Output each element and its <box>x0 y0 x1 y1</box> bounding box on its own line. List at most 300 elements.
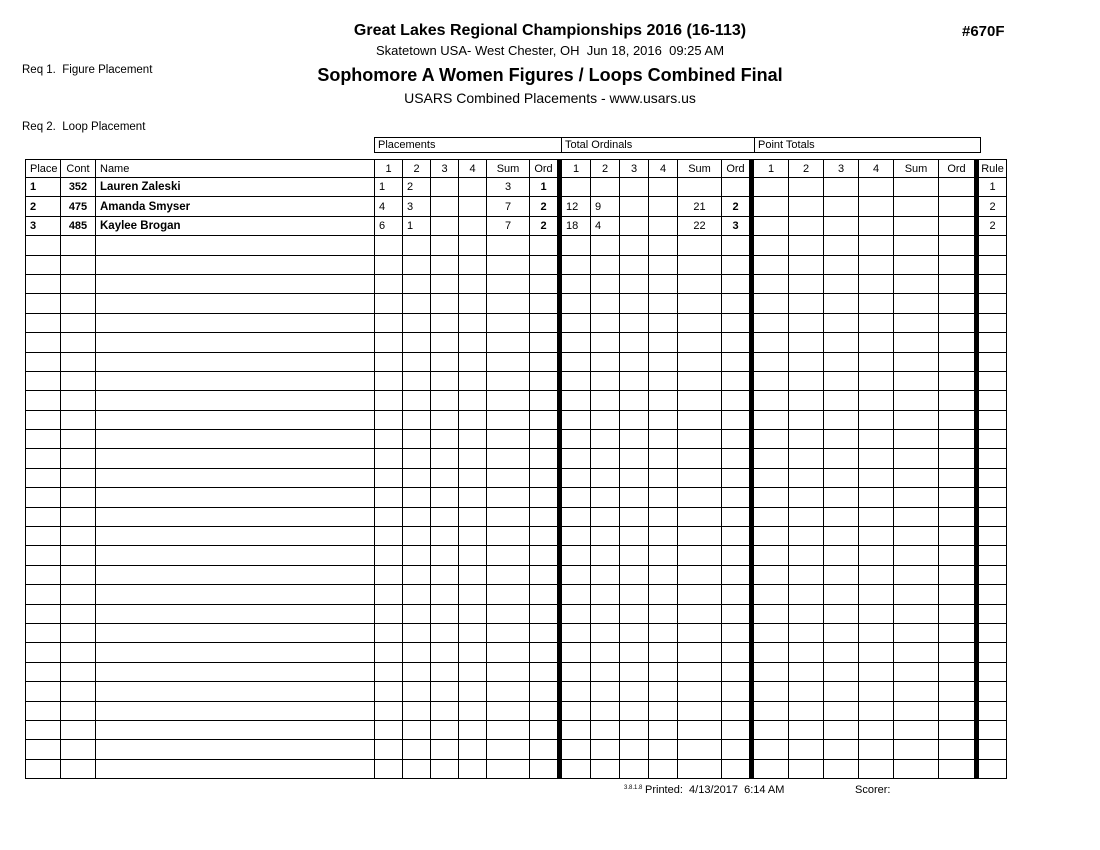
point-total-ord-cell <box>939 371 975 390</box>
point-total-judge-cell <box>754 623 789 642</box>
total-ordinal-judge-cell <box>649 585 678 604</box>
placement-judge-cell <box>459 623 487 642</box>
total-ordinal-ord-cell <box>722 236 750 255</box>
placement-judge-cell <box>459 546 487 565</box>
point-total-judge-cell <box>824 662 859 681</box>
rule-cell <box>979 720 1007 739</box>
place-cell <box>26 410 61 429</box>
skater-name-cell: Kaylee Brogan <box>96 216 375 235</box>
table-row <box>26 236 1007 255</box>
total-ordinal-judge-cell: 18 <box>562 216 591 235</box>
table-row <box>26 430 1007 449</box>
placement-judge-cell <box>459 701 487 720</box>
total-ordinal-judge-cell <box>591 643 620 662</box>
placement-ord-cell <box>530 740 558 759</box>
point-total-ord-cell <box>939 759 975 778</box>
total-ordinal-judge-cell <box>620 507 649 526</box>
point-total-judge-cell <box>754 294 789 313</box>
rule-cell <box>979 546 1007 565</box>
point-total-judge-cell <box>859 391 894 410</box>
total-ordinal-ord-cell <box>722 643 750 662</box>
placement-judge-cell <box>431 216 459 235</box>
point-total-ord-cell <box>939 236 975 255</box>
total-ordinal-judge-cell <box>591 527 620 546</box>
skater-name-cell <box>96 294 375 313</box>
placement-sum-cell: 3 <box>487 178 530 197</box>
total-ordinal-judge-cell <box>591 236 620 255</box>
placement-judge-cell <box>375 468 403 487</box>
skater-name-cell <box>96 759 375 778</box>
point-total-judge-cell <box>789 371 824 390</box>
point-total-judge-cell <box>824 197 859 216</box>
point-total-judge-cell <box>859 565 894 584</box>
place-cell <box>26 604 61 623</box>
point-total-judge-cell <box>789 294 824 313</box>
total-ordinal-ord-cell <box>722 585 750 604</box>
point-total-judge-cell <box>754 371 789 390</box>
contestant-number-cell <box>61 585 96 604</box>
total-ordinal-judge-cell <box>591 740 620 759</box>
table-row <box>26 313 1007 332</box>
skater-name-cell <box>96 507 375 526</box>
point-total-judge-cell <box>824 720 859 739</box>
total-ordinal-judge-cell <box>649 565 678 584</box>
point-total-judge-cell <box>754 255 789 274</box>
point-total-judge-cell <box>859 507 894 526</box>
point-total-sum-cell <box>894 371 939 390</box>
contestant-number-cell <box>61 488 96 507</box>
placement-judge-cell <box>431 585 459 604</box>
skater-name-cell <box>96 371 375 390</box>
point-total-judge-cell <box>754 333 789 352</box>
total-ordinal-judge-cell <box>562 662 591 681</box>
rule-cell <box>979 623 1007 642</box>
contestant-number-cell <box>61 623 96 642</box>
placement-judge-cell <box>403 236 431 255</box>
rule-cell <box>979 255 1007 274</box>
rule-cell <box>979 391 1007 410</box>
total-ordinal-ord-cell: 3 <box>722 216 750 235</box>
placement-judge-cell <box>431 720 459 739</box>
total-ordinal-sum-cell <box>678 585 722 604</box>
skater-name-cell <box>96 430 375 449</box>
skater-name-cell <box>96 488 375 507</box>
table-row <box>26 197 1007 216</box>
point-total-judge-cell <box>824 565 859 584</box>
placement-judge-cell <box>459 255 487 274</box>
point-total-judge-cell <box>824 604 859 623</box>
point-total-sum-cell <box>894 449 939 468</box>
table-row <box>26 682 1007 701</box>
skater-name-cell <box>96 313 375 332</box>
total-ordinal-judge-cell <box>649 720 678 739</box>
point-total-judge-cell <box>754 662 789 681</box>
placement-sum-cell <box>487 759 530 778</box>
placement-judge-cell <box>459 527 487 546</box>
place-cell <box>26 507 61 526</box>
placement-judge-cell <box>375 333 403 352</box>
place-cell: 1 <box>26 178 61 197</box>
point-total-sum-cell <box>894 682 939 701</box>
point-total-ord-cell <box>939 565 975 584</box>
total-ordinal-judge-cell <box>649 430 678 449</box>
placement-judge-cell <box>431 255 459 274</box>
table-row <box>26 585 1007 604</box>
total-ordinal-judge-cell <box>620 255 649 274</box>
placement-ord-cell <box>530 391 558 410</box>
total-ordinal-judge-cell <box>591 720 620 739</box>
total-ordinal-judge-cell <box>562 623 591 642</box>
rule-cell: 1 <box>979 178 1007 197</box>
total-ordinal-judge-cell <box>591 352 620 371</box>
point-total-sum-cell <box>894 662 939 681</box>
total-ordinal-sum-cell <box>678 391 722 410</box>
total-ordinal-ord-cell <box>722 430 750 449</box>
placement-judge-cell <box>459 274 487 293</box>
point-total-judge-cell <box>754 391 789 410</box>
contestant-number-cell: 352 <box>61 178 96 197</box>
placement-judge-cell <box>431 759 459 778</box>
total-ordinal-judge-cell <box>591 255 620 274</box>
point-total-ord-cell <box>939 488 975 507</box>
contestant-number-cell <box>61 352 96 371</box>
point-total-judge-cell <box>789 662 824 681</box>
place-cell <box>26 643 61 662</box>
point-total-ord-cell <box>939 701 975 720</box>
placement-judge-cell <box>431 604 459 623</box>
placement-judge-cell <box>375 546 403 565</box>
point-total-sum-cell <box>894 740 939 759</box>
total-ordinal-ord-cell <box>722 255 750 274</box>
point-total-ord-cell <box>939 294 975 313</box>
placement-ord-cell <box>530 720 558 739</box>
placement-judge-cell <box>375 410 403 429</box>
table-row <box>26 527 1007 546</box>
point-total-judge-cell <box>789 488 824 507</box>
total-ordinal-ord-cell <box>722 682 750 701</box>
point-total-judge-cell <box>754 197 789 216</box>
placement-judge-cell <box>375 449 403 468</box>
skater-name-cell <box>96 701 375 720</box>
table-row <box>26 662 1007 681</box>
placement-judge-cell <box>431 546 459 565</box>
point-total-judge-cell <box>824 449 859 468</box>
requirement-line-1: Req 1. Figure Placement <box>22 63 153 76</box>
contestant-number-cell <box>61 546 96 565</box>
placement-judge-cell <box>459 759 487 778</box>
placement-ord-cell: 1 <box>530 178 558 197</box>
placement-judge-cell <box>375 274 403 293</box>
total-ordinal-judge-cell <box>620 333 649 352</box>
column-header: Place <box>26 160 61 178</box>
placement-judge-cell <box>375 313 403 332</box>
point-total-sum-cell <box>894 701 939 720</box>
point-total-judge-cell <box>754 488 789 507</box>
table-row <box>26 352 1007 371</box>
skater-name-cell <box>96 565 375 584</box>
skater-name-cell <box>96 352 375 371</box>
total-ordinal-judge-cell <box>620 274 649 293</box>
total-ordinal-judge-cell <box>620 701 649 720</box>
point-total-ord-cell <box>939 197 975 216</box>
total-ordinal-judge-cell <box>562 720 591 739</box>
total-ordinal-judge-cell <box>620 371 649 390</box>
placement-ord-cell <box>530 274 558 293</box>
contestant-number-cell <box>61 662 96 681</box>
total-ordinal-judge-cell <box>562 546 591 565</box>
placement-judge-cell <box>375 585 403 604</box>
placement-judge-cell <box>375 255 403 274</box>
point-total-judge-cell <box>859 527 894 546</box>
column-header: Cont <box>61 160 96 178</box>
total-ordinal-judge-cell <box>591 178 620 197</box>
place-cell <box>26 313 61 332</box>
placement-judge-cell <box>375 759 403 778</box>
point-total-ord-cell <box>939 507 975 526</box>
place-cell <box>26 371 61 390</box>
total-ordinal-judge-cell <box>591 274 620 293</box>
place-cell <box>26 701 61 720</box>
championship-title: Great Lakes Regional Championships 2016 (16-113) <box>353 22 747 39</box>
total-ordinal-judge-cell <box>649 410 678 429</box>
placement-judge-cell <box>403 565 431 584</box>
point-total-judge-cell <box>789 449 824 468</box>
table-row <box>26 294 1007 313</box>
point-total-judge-cell <box>789 333 824 352</box>
point-total-judge-cell <box>754 604 789 623</box>
placement-sum-cell: 7 <box>487 197 530 216</box>
point-total-judge-cell <box>859 352 894 371</box>
placement-judge-cell: 1 <box>403 216 431 235</box>
placement-sum-cell <box>487 527 530 546</box>
column-header: Sum <box>487 160 530 178</box>
total-ordinal-judge-cell <box>649 274 678 293</box>
column-header: 2 <box>403 160 431 178</box>
total-ordinal-judge-cell: 4 <box>591 216 620 235</box>
rule-cell <box>979 430 1007 449</box>
placement-sum-cell <box>487 546 530 565</box>
point-total-judge-cell <box>824 740 859 759</box>
total-ordinal-judge-cell <box>562 585 591 604</box>
total-ordinal-judge-cell <box>620 488 649 507</box>
point-total-judge-cell <box>824 759 859 778</box>
point-total-judge-cell <box>859 255 894 274</box>
column-header: 1 <box>754 160 789 178</box>
placement-judge-cell <box>431 236 459 255</box>
rule-cell <box>979 294 1007 313</box>
point-total-judge-cell <box>859 488 894 507</box>
point-total-judge-cell <box>824 682 859 701</box>
point-total-judge-cell <box>789 236 824 255</box>
placement-judge-cell <box>403 488 431 507</box>
total-ordinal-judge-cell <box>562 507 591 526</box>
point-total-judge-cell <box>859 759 894 778</box>
point-total-judge-cell <box>859 371 894 390</box>
point-total-sum-cell <box>894 333 939 352</box>
point-total-judge-cell <box>824 507 859 526</box>
placement-sum-cell <box>487 604 530 623</box>
table-row <box>26 720 1007 739</box>
placement-sum-cell <box>487 643 530 662</box>
placement-ord-cell <box>530 468 558 487</box>
placement-judge-cell <box>459 430 487 449</box>
point-total-sum-cell <box>894 720 939 739</box>
point-total-sum-cell <box>894 236 939 255</box>
total-ordinal-judge-cell <box>649 178 678 197</box>
point-total-judge-cell <box>824 546 859 565</box>
placement-judge-cell <box>459 565 487 584</box>
point-total-judge-cell <box>859 740 894 759</box>
point-total-judge-cell <box>824 391 859 410</box>
placement-ord-cell <box>530 662 558 681</box>
column-header: Ord <box>722 160 750 178</box>
point-total-ord-cell <box>939 468 975 487</box>
contestant-number-cell <box>61 701 96 720</box>
placement-judge-cell <box>403 740 431 759</box>
point-total-judge-cell <box>824 468 859 487</box>
total-ordinal-judge-cell <box>562 178 591 197</box>
total-ordinal-judge-cell <box>620 720 649 739</box>
total-ordinal-judge-cell <box>620 410 649 429</box>
placement-ord-cell <box>530 565 558 584</box>
placement-judge-cell <box>459 488 487 507</box>
total-ordinal-sum-cell <box>678 759 722 778</box>
point-total-judge-cell <box>824 430 859 449</box>
total-ordinal-sum-cell <box>678 682 722 701</box>
total-ordinal-judge-cell <box>562 759 591 778</box>
point-total-judge-cell <box>789 313 824 332</box>
point-total-judge-cell <box>789 643 824 662</box>
point-total-judge-cell <box>754 178 789 197</box>
total-ordinal-judge-cell <box>649 468 678 487</box>
requirement-line-2: Req 2. Loop Placement <box>22 120 146 133</box>
point-total-sum-cell <box>894 623 939 642</box>
placement-judge-cell <box>375 430 403 449</box>
contestant-number-cell <box>61 430 96 449</box>
point-total-sum-cell <box>894 468 939 487</box>
contestant-number-cell <box>61 313 96 332</box>
placement-judge-cell <box>459 604 487 623</box>
rule-cell <box>979 507 1007 526</box>
contestant-number-cell <box>61 643 96 662</box>
point-total-sum-cell <box>894 585 939 604</box>
placement-sum-cell <box>487 720 530 739</box>
rule-cell <box>979 565 1007 584</box>
placement-judge-cell <box>459 197 487 216</box>
place-cell <box>26 468 61 487</box>
placement-sum-cell <box>487 430 530 449</box>
point-total-ord-cell <box>939 410 975 429</box>
column-header: 3 <box>824 160 859 178</box>
point-total-sum-cell <box>894 352 939 371</box>
total-ordinal-judge-cell <box>562 236 591 255</box>
point-total-judge-cell <box>824 236 859 255</box>
placement-sum-cell <box>487 623 530 642</box>
placement-judge-cell <box>459 643 487 662</box>
total-ordinal-judge-cell: 12 <box>562 197 591 216</box>
point-total-judge-cell <box>754 313 789 332</box>
venue-date-line: Skatetown USA- West Chester, OH Jun 18, 2016 09:25 AM <box>375 43 725 58</box>
total-ordinal-judge-cell <box>591 313 620 332</box>
placement-sum-cell <box>487 701 530 720</box>
total-ordinal-judge-cell <box>591 468 620 487</box>
point-total-judge-cell <box>859 294 894 313</box>
placement-judge-cell <box>375 720 403 739</box>
total-ordinal-judge-cell <box>649 604 678 623</box>
place-cell: 3 <box>26 216 61 235</box>
total-ordinal-judge-cell <box>649 352 678 371</box>
total-ordinal-sum-cell <box>678 720 722 739</box>
contestant-number-cell <box>61 604 96 623</box>
placement-judge-cell <box>403 333 431 352</box>
place-cell <box>26 623 61 642</box>
placement-sum-cell <box>487 352 530 371</box>
total-ordinal-judge-cell <box>649 546 678 565</box>
rule-cell: 2 <box>979 216 1007 235</box>
total-ordinal-judge-cell <box>620 236 649 255</box>
placement-ord-cell <box>530 759 558 778</box>
total-ordinal-sum-cell <box>678 352 722 371</box>
total-ordinal-judge-cell <box>562 449 591 468</box>
total-ordinal-judge-cell <box>562 682 591 701</box>
point-total-ord-cell <box>939 216 975 235</box>
total-ordinal-ord-cell <box>722 604 750 623</box>
point-total-judge-cell <box>789 507 824 526</box>
total-ordinal-judge-cell <box>591 546 620 565</box>
placement-judge-cell <box>459 352 487 371</box>
placement-judge-cell <box>431 682 459 701</box>
table-row <box>26 391 1007 410</box>
contestant-number-cell <box>61 740 96 759</box>
point-total-judge-cell <box>824 313 859 332</box>
placement-sum-cell <box>487 682 530 701</box>
placement-judge-cell <box>403 371 431 390</box>
point-total-judge-cell <box>754 682 789 701</box>
placement-judge-cell <box>403 682 431 701</box>
place-cell <box>26 488 61 507</box>
point-total-sum-cell <box>894 197 939 216</box>
placement-sum-cell <box>487 565 530 584</box>
point-total-judge-cell <box>859 643 894 662</box>
placement-judge-cell <box>403 507 431 526</box>
total-ordinal-ord-cell <box>722 701 750 720</box>
rule-cell <box>979 274 1007 293</box>
placement-judge-cell <box>403 468 431 487</box>
point-total-sum-cell <box>894 565 939 584</box>
total-ordinal-sum-cell <box>678 430 722 449</box>
title-block <box>0 22 1100 106</box>
total-ordinal-sum-cell <box>678 527 722 546</box>
placement-sum-cell <box>487 585 530 604</box>
placement-sum-cell <box>487 740 530 759</box>
placement-sum-cell <box>487 313 530 332</box>
total-ordinal-sum-cell: 22 <box>678 216 722 235</box>
point-total-judge-cell <box>859 720 894 739</box>
point-total-judge-cell <box>859 236 894 255</box>
total-ordinal-ord-cell <box>722 468 750 487</box>
rule-cell <box>979 604 1007 623</box>
point-total-judge-cell <box>789 623 824 642</box>
placement-judge-cell <box>431 507 459 526</box>
point-total-sum-cell <box>894 274 939 293</box>
point-total-judge-cell <box>789 352 824 371</box>
total-ordinal-sum-cell <box>678 604 722 623</box>
rule-cell: 2 <box>979 197 1007 216</box>
table-row <box>26 371 1007 390</box>
point-total-judge-cell <box>859 333 894 352</box>
point-total-ord-cell <box>939 623 975 642</box>
total-ordinal-judge-cell <box>649 488 678 507</box>
